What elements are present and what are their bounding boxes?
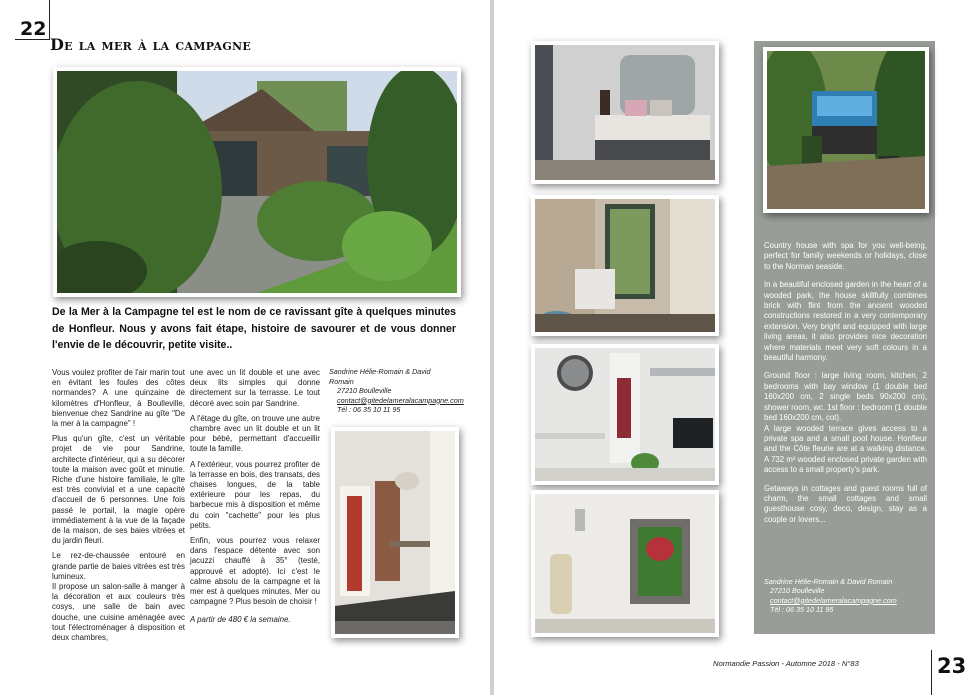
sidebar-text bbox=[764, 241, 927, 533]
house-garden-photo bbox=[53, 67, 461, 297]
sidebar-paragraph: In a beautiful enclosed garden in the heart of a wooded park, the house skillfully combines brick with flint from the ancient wooded constructions restored in a very contemporary extension. Very bright and equipped with large living areas, it also provides nice decoration where materials meet very soft colours in a beautiful harmony. bbox=[764, 280, 927, 363]
interior-hallway-photo bbox=[331, 427, 459, 638]
text-column-2 bbox=[190, 368, 320, 631]
paragraph: Vous voulez profiter de l'air marin tout en évitant les foules des côtes normandes? A une quinzaine de kilomètres d'Honfleur, à Boulleville, bienvenue chez Sandrine au gîte "De la mer à la campagne" ! bbox=[52, 368, 185, 429]
bathroom-mirror-photo bbox=[531, 490, 719, 637]
contact-city: 27210 Boulleville bbox=[337, 386, 392, 395]
price: A partir de 480 € la semaine. bbox=[190, 615, 291, 625]
living-room-photo bbox=[531, 195, 719, 336]
page-number-divider bbox=[931, 650, 932, 695]
paragraph: A l'extérieur, vous pourrez profiter de la terrasse en bois, des transats, des chaises longues, de la table extérieure pour les repas, du barbecue mis à disposition et même du coin "cachette" pour les plus petits. bbox=[190, 459, 320, 530]
intro-paragraph: De la Mer à la Campagne tel est le nom de ce ravissant gîte à quelques minutes de Honfleur. Nous y avons fait étape, histoire de savourer et de vous donner l'envie de le découvrir, petite visite.. bbox=[52, 306, 456, 351]
contact-phone: Tél : 06 35 10 11 95 bbox=[337, 405, 401, 414]
paragraph: Il propose un salon-salle à manger à la décoration et aux couleurs très cosys, une salle de bain avec douche, une cuisine aménagée avec tout l'électroménager à disposition et deux chambres, bbox=[52, 582, 185, 643]
paragraph: Enfin, vous pourrez vous relaxer dans l'espace détente avec son jacuzzi chauffé à 35° (testé, approuvé et adopté). Ici c'est le calme absolu de la campagne et la mer est à quelques minutes. Mer ou campagne ? Plus besoin de choisir ! bbox=[190, 536, 320, 607]
sidebar-contact-block bbox=[764, 577, 929, 615]
contact-email[interactable]: contact@gitedelameralacampagne.com bbox=[337, 395, 464, 405]
magazine-footer: Normandie Passion - Automne 2018 - N°83 bbox=[713, 659, 859, 668]
sidebar-paragraph: Country house with spa for you well-being, perfect for family weekends or holidays, close to the Norman seaside. bbox=[764, 241, 927, 271]
paragraph: A l'étage du gîte, on trouve une autre chambre avec un lit double et un lit pour bébé, permettant d'accueillir toute la famille. bbox=[190, 413, 320, 454]
page-number-left: 22 bbox=[20, 18, 47, 40]
contact-city: 27210 Boulleville bbox=[770, 586, 825, 596]
sidebar-paragraph: A large wooded terrace gives access to a private spa and a small pool house. Honfleur and the Côte fleurie are at a walking distance. A 732 m² wooded enclosed private garden with access to a small property's park. bbox=[764, 423, 927, 475]
page-spine bbox=[490, 0, 494, 695]
page-number-right: 23 bbox=[937, 654, 967, 678]
paragraph: Plus qu'un gîte, c'est un véritable projet de vie pour Sandrine, architecte d'intérieur, qui a su décorer toute la maison avec goût et minutie. Riche d'une histoire familiale, le gîte est très convivial et a une capacité d'accueil de 6 personnes. Une fois passé le portail, la magie opère immédiatement à la vue de la façade de la maison, de ses baies vitrées et du jardin fleuri. bbox=[52, 434, 185, 546]
contact-email[interactable]: contact@gitedelameralacampagne.com bbox=[770, 595, 897, 605]
contact-names: Sandrine Hélie-Romain & David Romain bbox=[329, 367, 431, 386]
article-title: De la mer à la campagne bbox=[50, 35, 252, 54]
kitchen-clock-photo bbox=[531, 344, 719, 485]
contact-names: Sandrine Hélie-Romain & David Romain bbox=[764, 577, 893, 586]
contact-phone: Tél : 06 35 10 11 95 bbox=[770, 605, 834, 615]
paragraph: Le rez-de-chaussée entouré en grande partie de baies vitrées est très lumineux. bbox=[52, 551, 185, 581]
bedroom-photo bbox=[531, 41, 719, 184]
spa-terrace-photo bbox=[763, 47, 929, 213]
page-number-divider bbox=[49, 0, 50, 40]
text-column-1 bbox=[52, 368, 185, 648]
contact-block bbox=[329, 367, 464, 415]
paragraph: une avec un lit double et une avec deux lits simples qui donne directement sur la terrasse. Le tout décoré avec soin par Sandrine. bbox=[190, 368, 320, 408]
sidebar-paragraph: Getaways in cottages and guest rooms full of charm, the small cottages and small guesthouse cosy, deco, design, stay as a couple or lovers... bbox=[764, 483, 927, 524]
sidebar-paragraph: Ground floor : large living room, kitchen, 2 bedrooms with bay window (1 double bed 160x200 cm, 2 single beds 90x200 cm), shower room, wc. 1st floor : bedroom (1 double bed 160x200 cm, cot). bbox=[764, 371, 927, 423]
